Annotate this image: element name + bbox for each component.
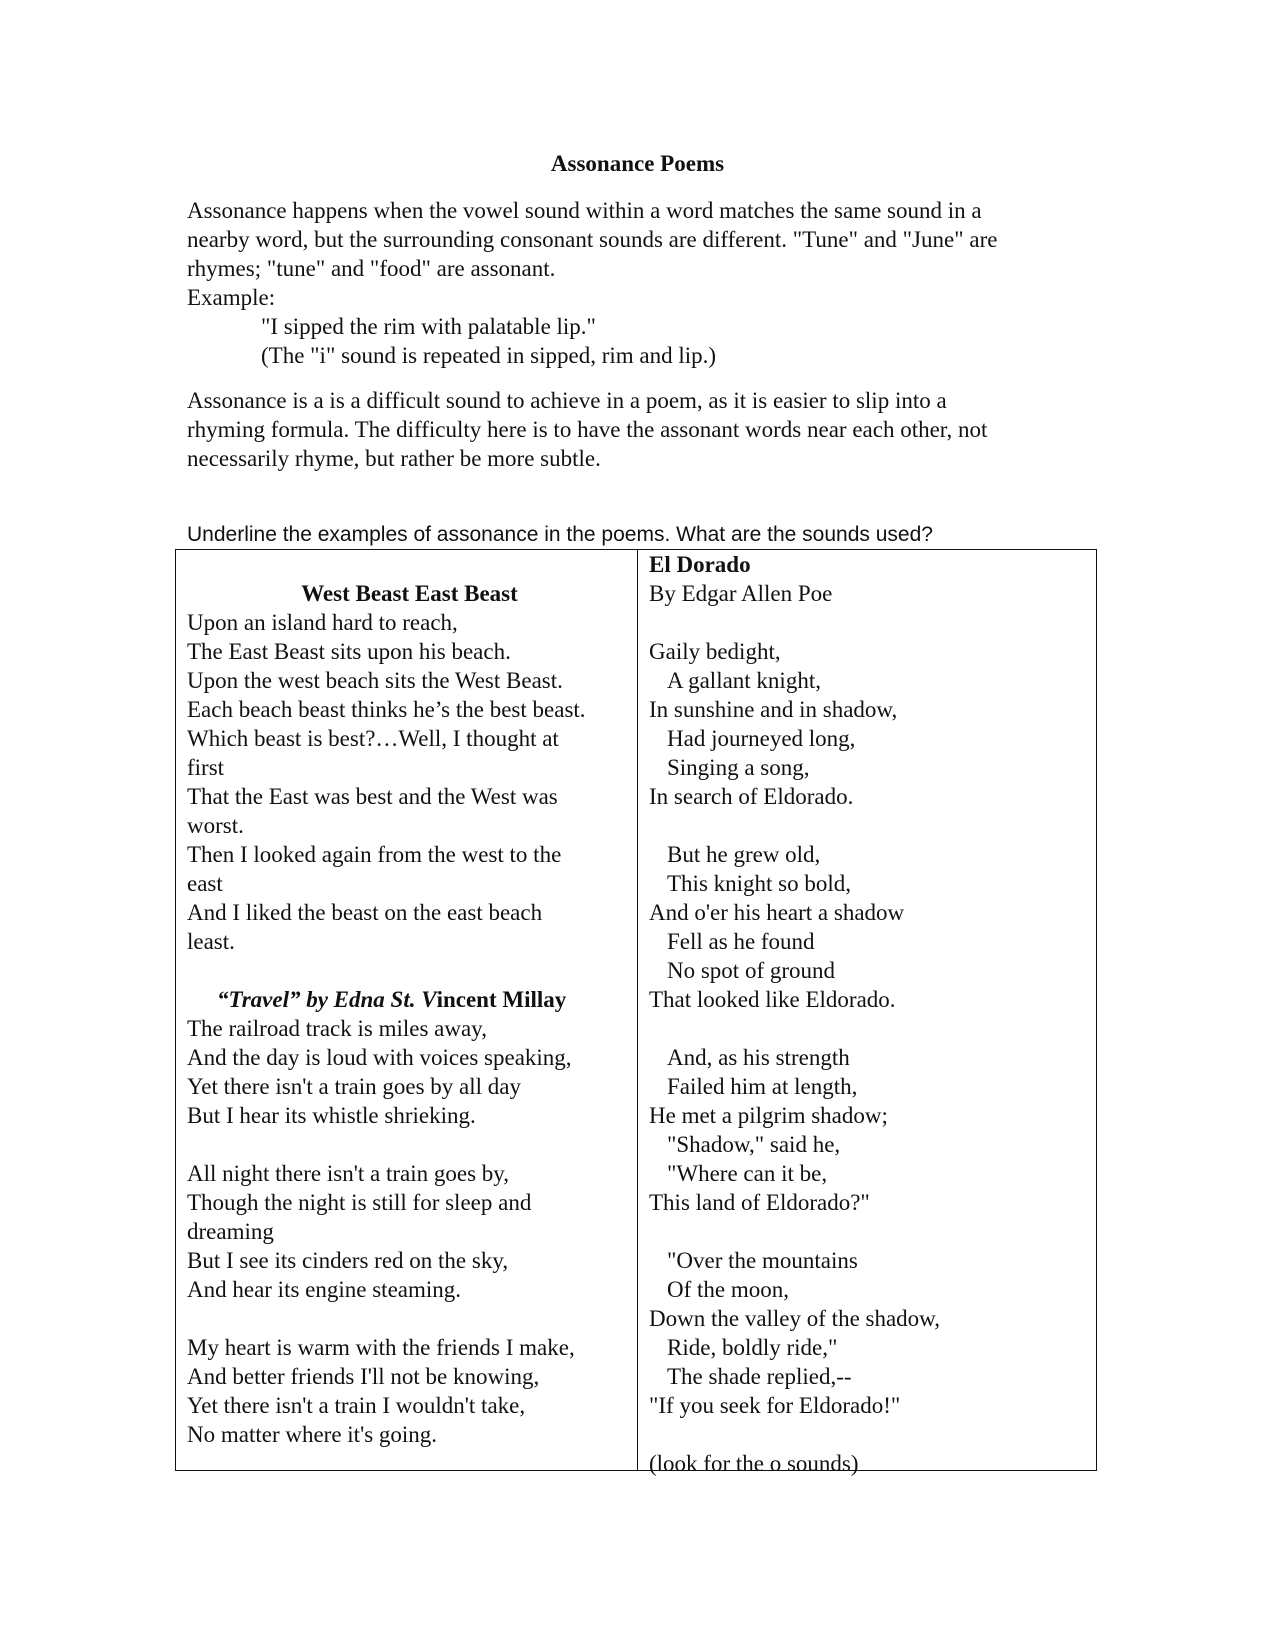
poem-line: worst.	[187, 813, 244, 838]
paragraph-line: rhyming formula. The difficulty here is to have the assonant words near each other, not	[187, 417, 988, 442]
poem-line: first	[187, 755, 225, 780]
stanza-gap	[649, 1420, 1089, 1449]
poem-title-italic: “Travel” by Edna St. V	[217, 987, 437, 1012]
poem-line: He met a pilgrim shadow;	[649, 1103, 888, 1128]
poem-title-rest: incent Millay	[436, 987, 567, 1012]
poem-line: Failed him at length,	[667, 1074, 858, 1099]
example-label: Example:	[187, 285, 276, 310]
example-line: "I sipped the rim with palatable lip."	[261, 314, 596, 339]
poem-line: Then I looked again from the west to the	[187, 842, 562, 867]
poem-title-travel	[187, 985, 632, 1014]
poem-title-west-beast: West Beast East Beast	[301, 581, 518, 606]
poem-line: Upon the west beach sits the West Beast.	[187, 668, 563, 693]
poem-line: But I hear its whistle shrieking.	[187, 1103, 476, 1128]
poem-line: Down the valley of the shadow,	[649, 1306, 941, 1331]
poem-line: Ride, boldly ride,"	[667, 1335, 838, 1360]
stanza-gap	[649, 1014, 1089, 1043]
poem-line: The railroad track is miles away,	[187, 1016, 487, 1041]
poem-line: But I see its cinders red on the sky,	[187, 1248, 509, 1273]
poem-title-el-dorado: El Dorado	[649, 552, 751, 577]
poem-line: And, as his strength	[667, 1045, 850, 1070]
intro-paragraph	[187, 196, 1087, 370]
poem-line: And o'er his heart a shadow	[649, 900, 905, 925]
poem-line: The shade replied,--	[667, 1364, 852, 1389]
poem-line: A gallant knight,	[667, 668, 821, 693]
stanza-gap	[649, 811, 1089, 840]
intro-line: nearby word, but the surrounding consonant sounds are different. "Tune" and "June" are	[187, 227, 998, 252]
poems-table	[175, 549, 1097, 1476]
left-column	[187, 550, 632, 1449]
poem-line: This knight so bold,	[667, 871, 852, 896]
poem-line: Had journeyed long,	[667, 726, 856, 751]
intro-line: rhymes; "tune" and "food" are assonant.	[187, 256, 556, 281]
poem-line: No spot of ground	[667, 958, 836, 983]
poem-line: In sunshine and in shadow,	[649, 697, 898, 722]
poem-line: And hear its engine steaming.	[187, 1277, 462, 1302]
poem-line: And better friends I'll not be knowing,	[187, 1364, 540, 1389]
poem-line: Yet there isn't a train I wouldn't take,	[187, 1393, 526, 1418]
poem-line: "Shadow," said he,	[667, 1132, 841, 1157]
poem-line: Upon an island hard to reach,	[187, 610, 458, 635]
poem-line: dreaming	[187, 1219, 274, 1244]
instruction-text: Underline the examples of assonance in the poems. What are the sounds used?	[187, 523, 933, 546]
poem-line: In search of Eldorado.	[649, 784, 854, 809]
paragraph-line: Assonance is a is a difficult sound to achieve in a poem, as it is easier to slip into a	[187, 388, 947, 413]
poem-line: least.	[187, 929, 235, 954]
right-column	[649, 550, 1089, 1478]
poem-line: Which beast is best?…Well, I thought at	[187, 726, 559, 751]
poem-line: Though the night is still for sleep and	[187, 1190, 532, 1215]
poem-line: That looked like Eldorado.	[649, 987, 896, 1012]
poem-line: Yet there isn't a train goes by all day	[187, 1074, 521, 1099]
poem-line: "Where can it be,	[667, 1161, 828, 1186]
poem-note: (look for the o sounds)	[649, 1451, 859, 1476]
poem-line: "If you seek for Eldorado!"	[649, 1393, 901, 1418]
paragraph-line: necessarily rhyme, but rather be more subtle.	[187, 446, 601, 471]
poem-line: This land of Eldorado?"	[649, 1190, 870, 1215]
poem-line: Singing a song,	[667, 755, 810, 780]
poem-line: But he grew old,	[667, 842, 821, 867]
poem-line: The East Beast sits upon his beach.	[187, 639, 511, 664]
poem-line: No matter where it's going.	[187, 1422, 438, 1447]
stanza-gap	[649, 1217, 1089, 1246]
el-dorado-stanzas	[649, 637, 1089, 1449]
poem-line: Fell as he found	[667, 929, 815, 954]
second-paragraph	[187, 386, 1087, 473]
poem-line: Each beach beast thinks he’s the best beast.	[187, 697, 586, 722]
poem-line: east	[187, 871, 223, 896]
poem-author: By Edgar Allen Poe	[649, 581, 833, 606]
poem-line: All night there isn't a train goes by,	[187, 1161, 510, 1186]
intro-line: Assonance happens when the vowel sound within a word matches the same sound in a	[187, 198, 982, 223]
page-title: Assonance Poems	[550, 151, 725, 176]
poem-line: "Over the mountains	[667, 1248, 858, 1273]
poem-line: And I liked the beast on the east beach	[187, 900, 543, 925]
example-note: (The "i" sound is repeated in sipped, rim and lip.)	[261, 343, 717, 368]
poem-line: And the day is loud with voices speaking,	[187, 1045, 572, 1070]
poem-line: Of the moon,	[667, 1277, 790, 1302]
poem-line: Gaily bedight,	[649, 639, 781, 664]
poem-line: That the East was best and the West was	[187, 784, 558, 809]
column-divider	[637, 550, 638, 1470]
poem-line: My heart is warm with the friends I make,	[187, 1335, 575, 1360]
